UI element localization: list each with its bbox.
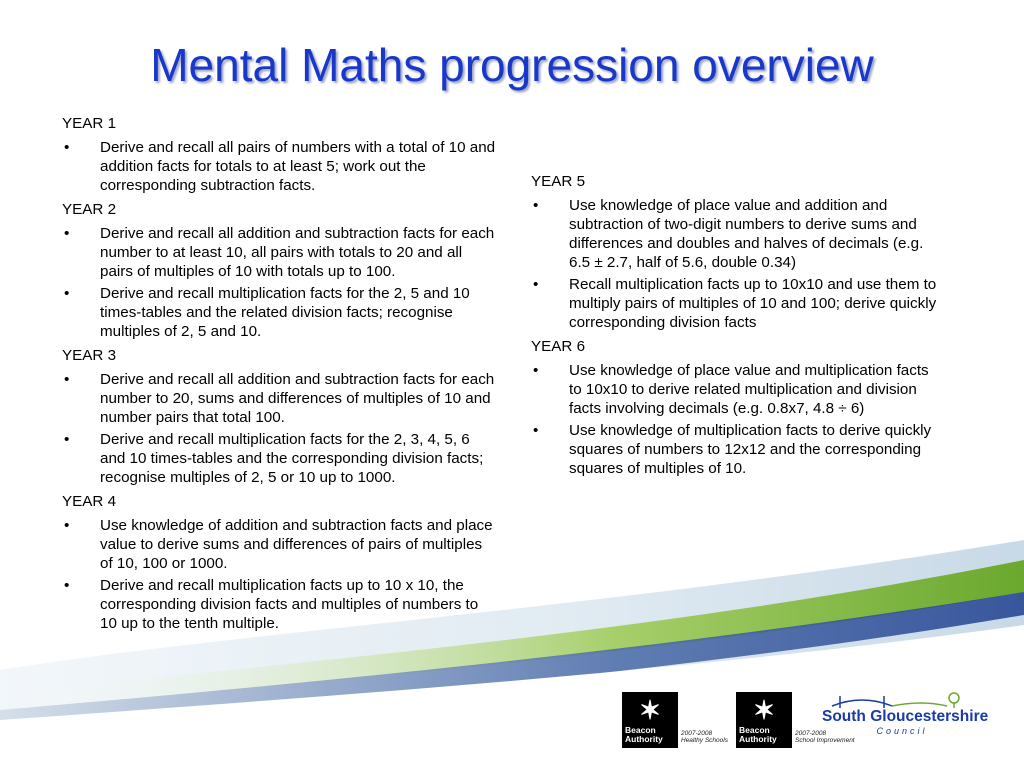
bullet-item: • Derive and recall multiplication facts for the 2, 3, 4, 5, 6 and 10 times-tables and the corresponding division facts; recognise multiples of 2, 5 or 10 up to 1000. bbox=[62, 430, 496, 487]
bullet-list bbox=[62, 516, 496, 633]
star-icon: ✶ bbox=[753, 695, 775, 725]
bullet-list bbox=[62, 370, 496, 487]
year-heading: YEAR 3 bbox=[62, 347, 117, 364]
star-icon: ✶ bbox=[639, 695, 661, 725]
bullet-item: • Use knowledge of place value and addition and subtraction of two-digit numbers to derive sums and differences and doubles and halves of decimals (e.g. 6.5 ± 2.7, half of 5.6, double 0.34) bbox=[531, 196, 941, 272]
year-section bbox=[531, 337, 941, 478]
logo-caption: 2007-2008 Healthy Schools bbox=[681, 730, 728, 744]
bullet-list bbox=[531, 196, 941, 332]
south-gloucestershire-council-logo bbox=[822, 690, 989, 750]
logo-text: Authority bbox=[625, 734, 663, 744]
year-heading: YEAR 1 bbox=[62, 115, 117, 132]
page-title: Mental Maths progression overview bbox=[150, 39, 874, 91]
year-heading: YEAR 6 bbox=[531, 338, 586, 355]
bullet-item: • Derive and recall all addition and subtraction facts for each number to 20, sums and differences of multiples of 10 and number pairs that total 100. bbox=[62, 370, 496, 427]
bullet-item: • Recall multiplication facts up to 10x10 and use them to multiply pairs of multiples of 10 and 100; derive quickly corresponding division facts bbox=[531, 275, 941, 332]
left-column bbox=[62, 114, 496, 638]
bullet-item: • Derive and recall all pairs of numbers with a total of 10 and addition facts for totals to at least 5; work out the corresponding subtraction facts. bbox=[62, 138, 496, 195]
bullet-list bbox=[531, 361, 941, 478]
council-name: South Gloucestershire bbox=[822, 708, 989, 725]
bullet-item: • Use knowledge of place value and multiplication facts to 10x10 to derive related multiplication and division facts involving decimals (e.g. 0.8x7, 4.8 ÷ 6) bbox=[531, 361, 941, 418]
year-heading: YEAR 4 bbox=[62, 493, 117, 510]
logo-text: Authority bbox=[739, 734, 777, 744]
year-section bbox=[62, 114, 496, 195]
bullet-item: • Derive and recall all addition and subtraction facts for each number to at least 10, all pairs with totals to 20 and all pairs of multiples of 10 with totals up to 100. bbox=[62, 224, 496, 281]
council-subtitle: Council bbox=[876, 726, 928, 736]
logo-text: Beacon bbox=[625, 725, 656, 735]
bullet-item: • Use knowledge of addition and subtraction facts and place value to derive sums and differences of pairs of multiples of 10, 100 or 1000. bbox=[62, 516, 496, 573]
bullet-list bbox=[62, 224, 496, 341]
year-heading: YEAR 2 bbox=[62, 201, 117, 218]
year-section bbox=[531, 172, 941, 332]
year-heading: YEAR 5 bbox=[531, 173, 586, 190]
beacon-authority-logo bbox=[622, 692, 678, 748]
year-section bbox=[62, 346, 496, 487]
right-column bbox=[531, 172, 941, 483]
bullet-item: • Derive and recall multiplication facts up to 10 x 10, the corresponding division facts and multiples of numbers to 10 up to the tenth multiple. bbox=[62, 576, 496, 633]
bullet-item: • Derive and recall multiplication facts for the 2, 5 and 10 times-tables and the related division facts; recognise multiples of 2, 5 and 10. bbox=[62, 284, 496, 341]
footer-logos bbox=[618, 690, 1018, 762]
logo-caption: 2007-2008 School Improvement bbox=[795, 730, 855, 744]
logo-text: Beacon bbox=[739, 725, 770, 735]
beacon-authority-logo bbox=[736, 692, 792, 748]
bullet-list bbox=[62, 138, 496, 195]
bullet-item: • Use knowledge of multiplication facts to derive quickly squares of numbers to 12x12 and the corresponding squares of multiples of 10. bbox=[531, 421, 941, 478]
year-section bbox=[62, 200, 496, 341]
year-section bbox=[62, 492, 496, 633]
